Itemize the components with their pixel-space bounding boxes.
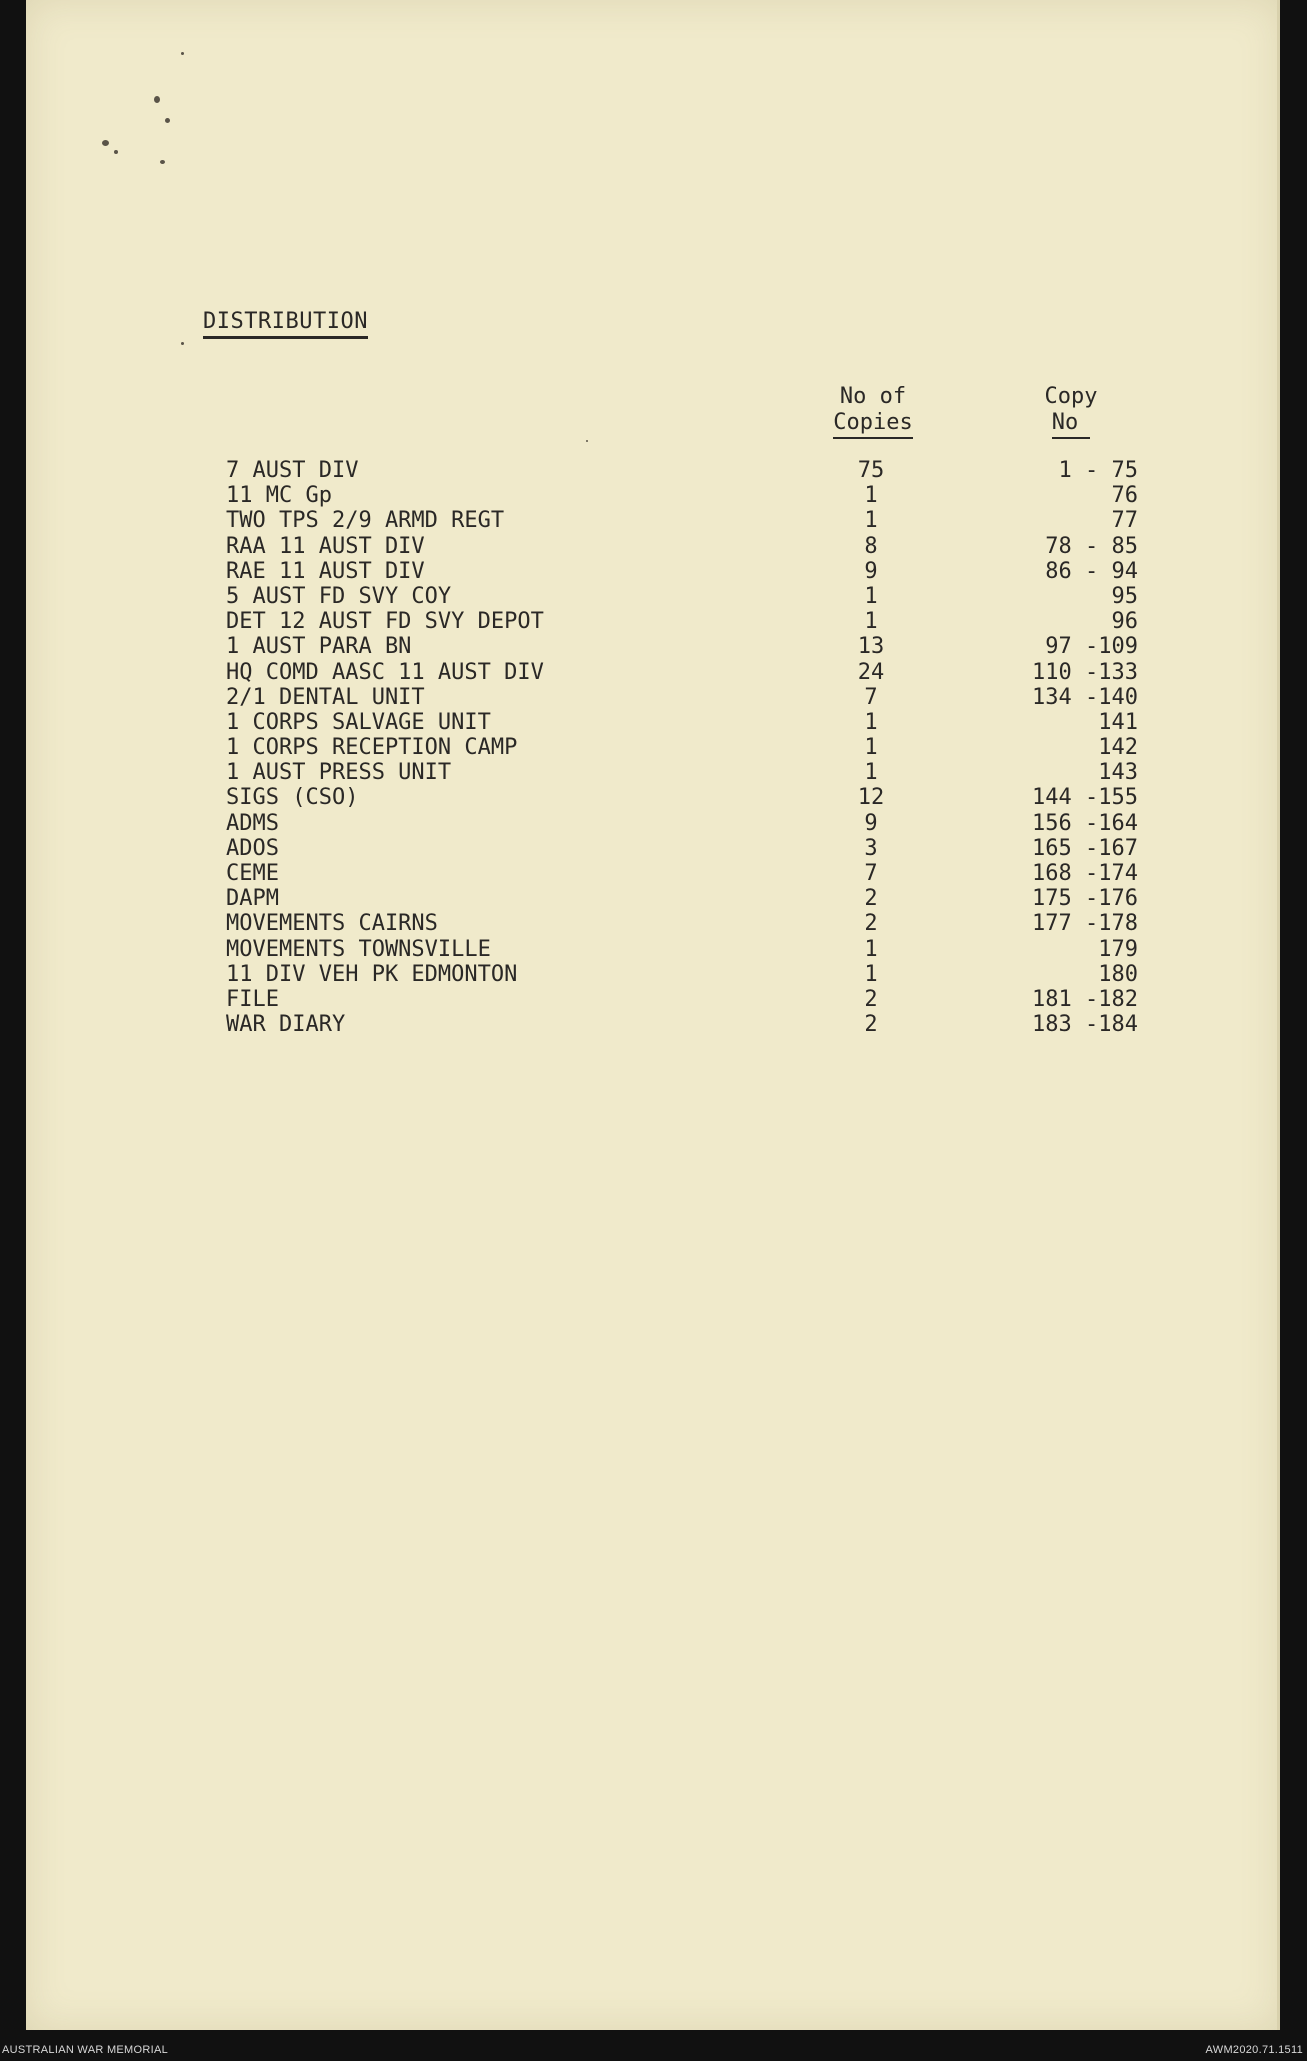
list-item [26,962,1280,987]
copies-count: 7 [864,684,878,710]
unit-name: RAE 11 AUST DIV [226,558,425,584]
list-item [26,483,1280,508]
column-header-copy-no-line1: Copy [1044,384,1098,409]
unit-name: SIGS (CSO) [226,785,359,811]
paper-speck [160,160,165,164]
copies-count: 24 [857,659,885,685]
unit-name: 5 AUST FD SVY COY [226,583,452,609]
copies-count: 8 [864,533,878,559]
copies-count: 1 [864,609,878,635]
paper-speck [114,150,118,154]
copy-numbers: 179 [1098,936,1138,962]
unit-name: 1 AUST PARA BN [226,634,412,660]
copy-numbers: 143 [1098,760,1138,786]
copies-count: 13 [857,634,885,660]
list-item [26,1012,1280,1037]
archive-reference: AWM2020.71.1511 [1205,2044,1303,2056]
copy-numbers: 168 -174 [1032,861,1138,886]
copies-count: 7 [864,861,878,886]
unit-name: 1 CORPS SALVAGE UNIT [226,709,491,735]
column-header-copy-no-line2: No [1052,410,1091,439]
list-item [26,634,1280,659]
paper-speck [102,140,109,146]
copy-numbers: 1 - 75 [1058,458,1138,483]
column-header-copy-no [1026,384,1116,439]
copies-count: 1 [864,735,878,761]
copy-numbers: 175 -176 [1032,886,1138,912]
column-header-copies-line2: Copies [833,410,912,439]
copies-count: 1 [864,583,878,609]
paper-speck [181,52,184,55]
list-item [26,811,1280,836]
copy-numbers: 134 -140 [1032,684,1138,710]
copy-numbers: 165 -167 [1032,835,1138,861]
copies-count: 1 [864,936,878,962]
unit-name: 2/1 DENTAL UNIT [226,684,425,710]
copies-count: 1 [864,760,878,786]
document-page [26,0,1280,2030]
copy-numbers: 77 [1111,508,1138,534]
copy-numbers: 180 [1098,961,1138,987]
copies-count: 3 [864,835,878,861]
copies-count: 2 [864,986,878,1012]
copies-count: 1 [864,483,878,509]
list-item [26,660,1280,685]
copies-count: 12 [857,785,885,811]
unit-name: ADOS [226,835,279,861]
copy-numbers: 156 -164 [1032,810,1138,836]
list-item [26,559,1280,584]
paper-speck [181,342,184,345]
copy-numbers: 181 -182 [1032,986,1138,1012]
copies-count: 2 [864,911,878,937]
unit-name: RAA 11 AUST DIV [226,533,425,559]
list-item [26,987,1280,1012]
unit-name: WAR DIARY [226,1012,346,1038]
unit-name: 1 AUST PRESS UNIT [226,760,452,786]
column-header-copies-line1: No of [839,384,907,409]
list-item [26,760,1280,785]
unit-name: 1 CORPS RECEPTION CAMP [226,735,518,761]
list-item [26,508,1280,533]
list-item [26,534,1280,559]
distribution-heading: DISTRIBUTION [203,310,368,339]
list-item [26,836,1280,861]
unit-name: 11 DIV VEH PK EDMONTON [226,961,518,987]
paper-speck [165,118,170,123]
copy-numbers: 144 -155 [1032,785,1138,811]
list-item [26,584,1280,609]
list-item [26,685,1280,710]
copy-numbers: 141 [1098,709,1138,735]
list-item [26,609,1280,634]
paper-speck [154,96,160,103]
copy-numbers: 76 [1111,483,1138,509]
list-item [26,710,1280,735]
unit-name: FILE [226,986,279,1012]
copy-numbers: 97 -109 [1045,634,1138,660]
unit-name: DET 12 AUST FD SVY DEPOT [226,609,544,635]
copies-count: 75 [857,458,885,483]
copy-numbers: 142 [1098,735,1138,761]
unit-name: HQ COMD AASC 11 AUST DIV [226,659,544,685]
copy-numbers: 177 -178 [1032,911,1138,937]
copy-numbers: 95 [1111,583,1138,609]
unit-name: ADMS [226,810,279,836]
unit-name: DAPM [226,886,279,912]
column-header-copies [818,384,928,439]
unit-name: TWO TPS 2/9 ARMD REGT [226,508,505,534]
copies-count: 2 [864,886,878,912]
copies-count: 9 [864,558,878,584]
list-item [26,458,1280,483]
distribution-list [26,458,1280,1037]
unit-name: 11 MC Gp [226,483,332,509]
unit-name: MOVEMENTS CAIRNS [226,911,438,937]
copies-count: 1 [864,508,878,534]
unit-name: MOVEMENTS TOWNSVILLE [226,936,491,962]
unit-name: 7 AUST DIV [226,458,359,483]
archive-credit: AUSTRALIAN WAR MEMORIAL [2,2044,169,2056]
list-item [26,861,1280,886]
list-item [26,911,1280,936]
copy-numbers: 110 -133 [1032,659,1138,685]
copy-numbers: 183 -184 [1032,1012,1138,1038]
unit-name: CEME [226,861,279,886]
list-item [26,886,1280,911]
copy-numbers: 86 - 94 [1045,558,1138,584]
copies-count: 1 [864,961,878,987]
copies-count: 1 [864,709,878,735]
copy-numbers: 78 - 85 [1045,533,1138,559]
paper-speck [586,440,588,442]
copy-numbers: 96 [1111,609,1138,635]
copies-count: 9 [864,810,878,836]
list-item [26,937,1280,962]
list-item [26,735,1280,760]
list-item [26,785,1280,810]
copies-count: 2 [864,1012,878,1038]
